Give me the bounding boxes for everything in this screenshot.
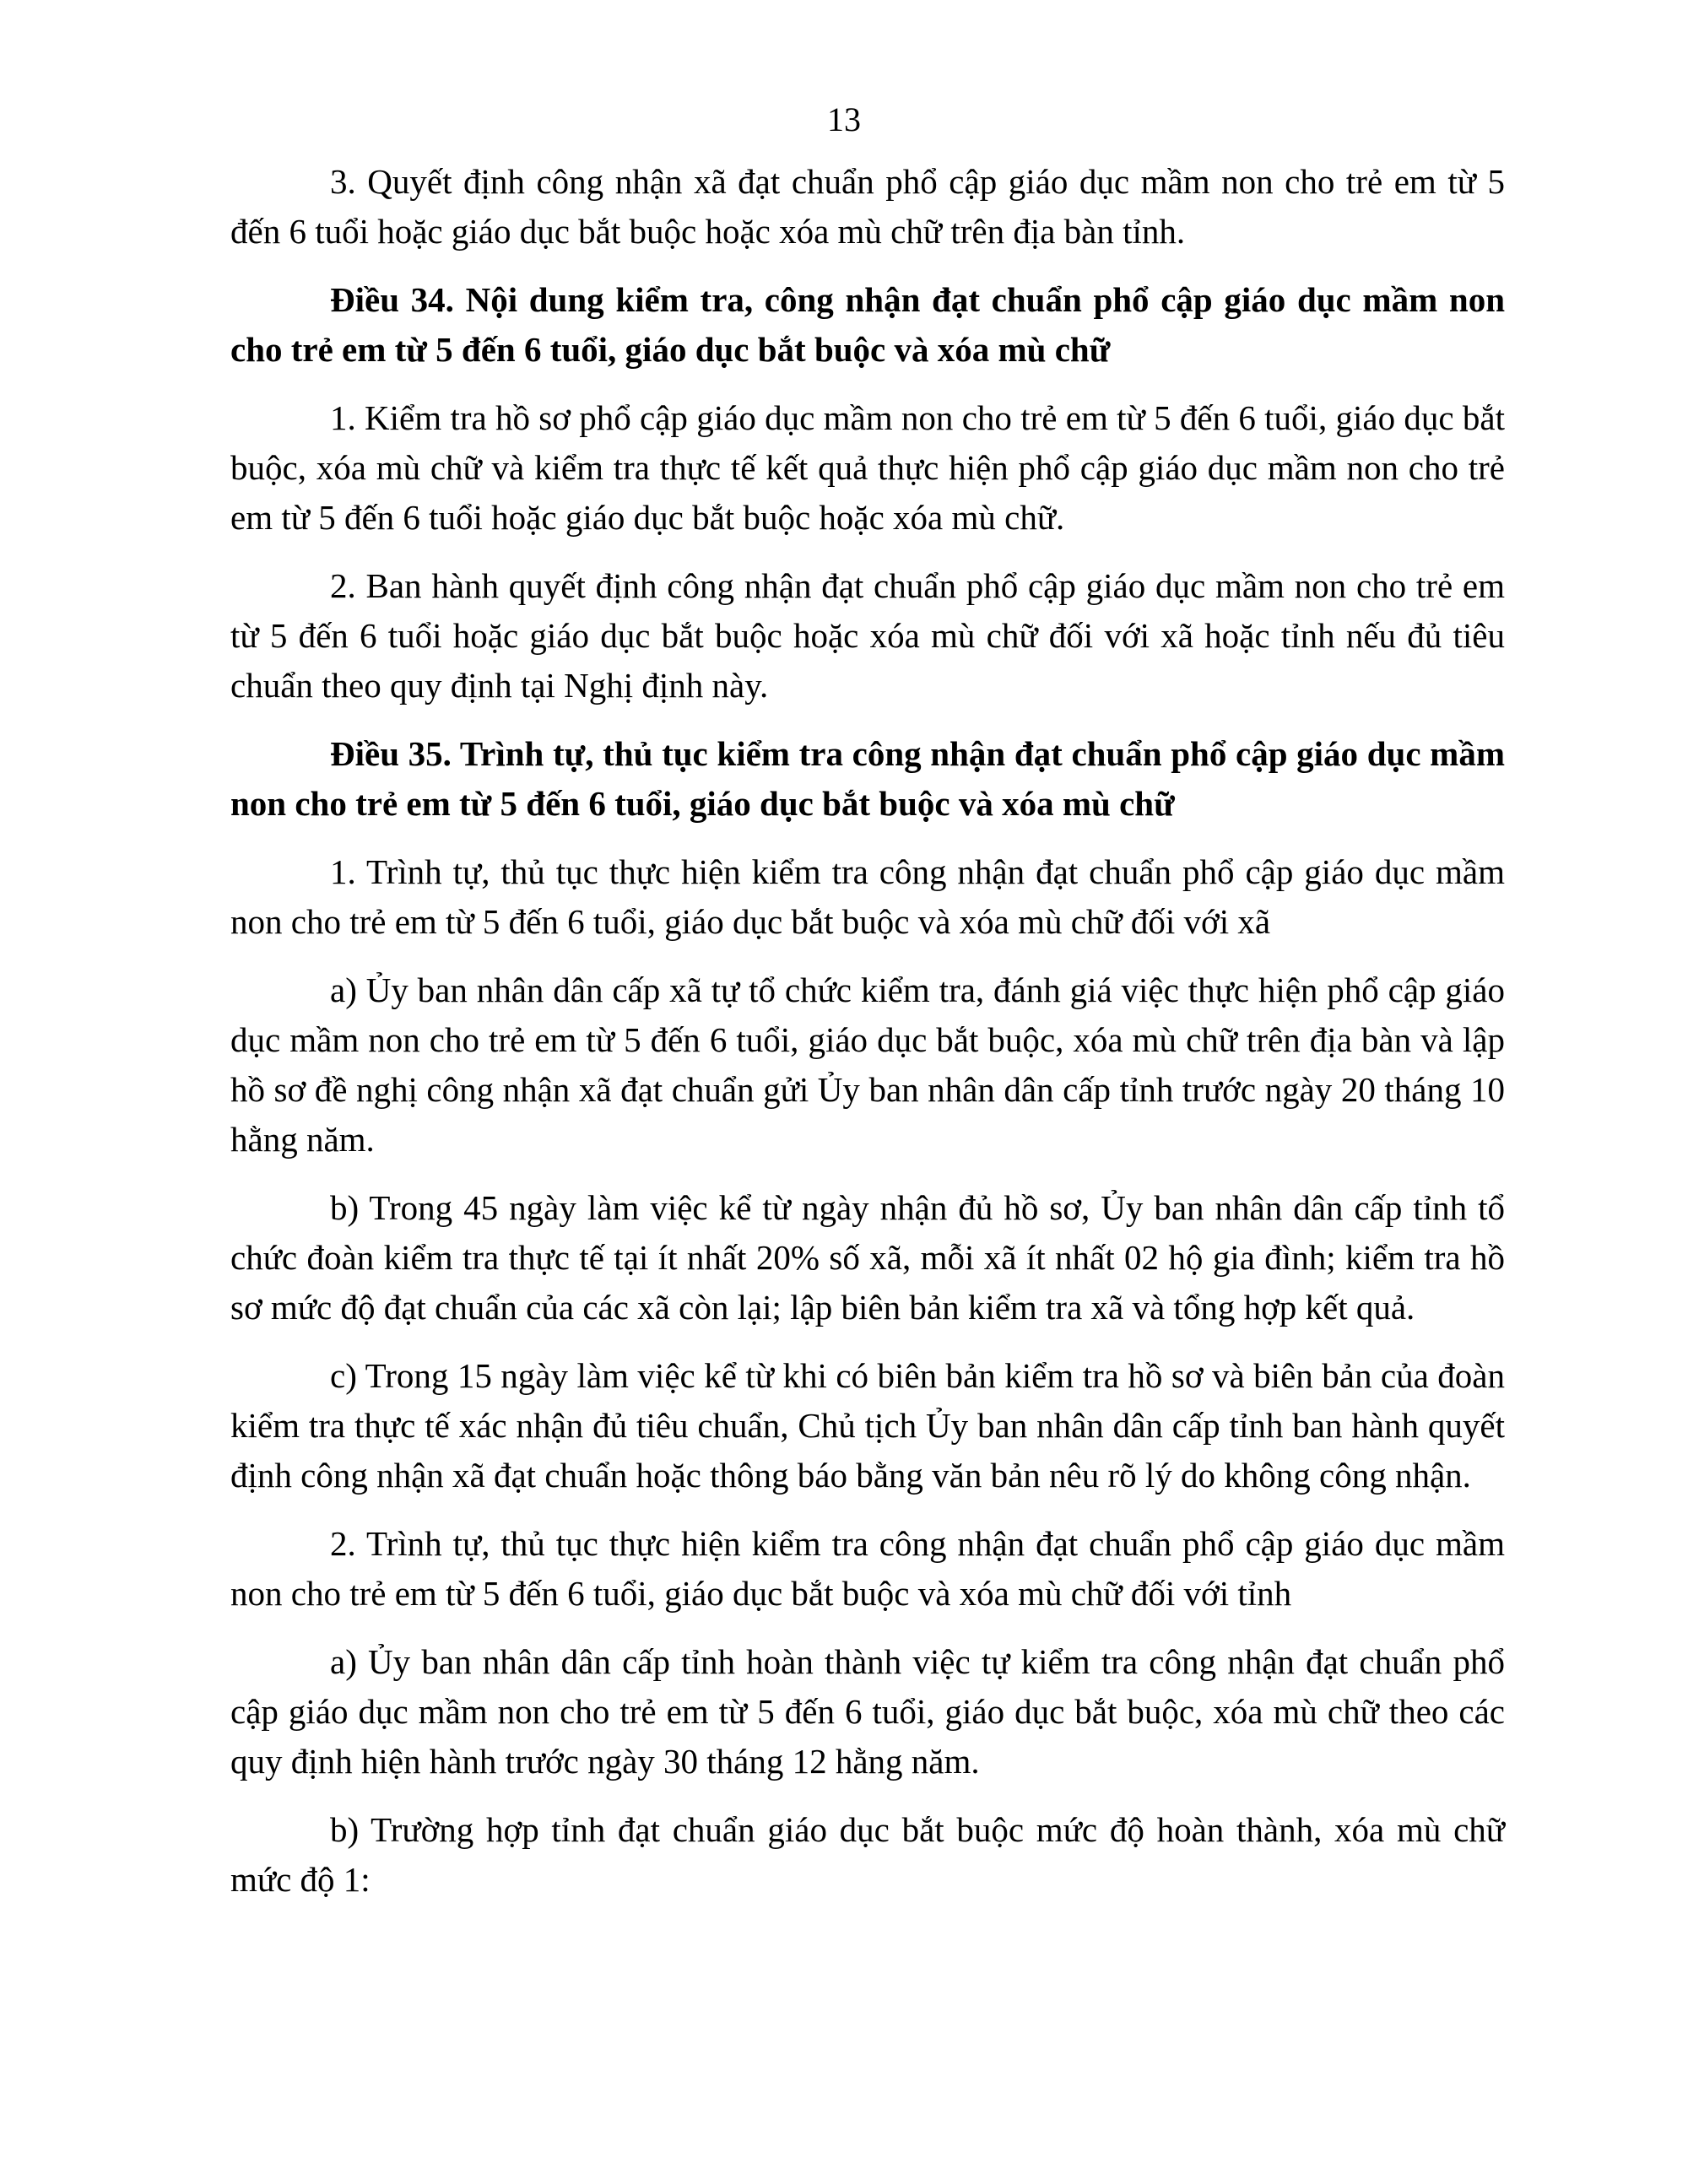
document-body <box>230 157 1505 1923</box>
article-34-clause-2: 2. Ban hành quyết định công nhận đạt chuẩn phổ cập giáo dục mầm non cho trẻ em từ 5 đến 6 tuổi hoặc giáo dục bắt buộc hoặc xóa mù chữ đối với xã hoặc tỉnh nếu đủ tiêu chuẩn theo quy định tại Nghị định này. <box>230 566 1505 705</box>
article-34-clause-1: 1. Kiểm tra hồ sơ phổ cập giáo dục mầm non cho trẻ em từ 5 đến 6 tuổi, giáo dục bắt buộc, xóa mù chữ và kiểm tra thực tế kết quả thực hiện phổ cập giáo dục mầm non cho trẻ em từ 5 đến 6 tuổi hoặc giáo dục bắt buộc hoặc xóa mù chữ. <box>230 398 1505 537</box>
article-35-heading: Điều 35. Trình tự, thủ tục kiểm tra công nhận đạt chuẩn phổ cập giáo dục mầm non cho trẻ em từ 5 đến 6 tuổi, giáo dục bắt buộc và xóa mù chữ <box>230 734 1505 823</box>
article-35-clause-1-point-c: c) Trong 15 ngày làm việc kể từ khi có biên bản kiểm tra hồ sơ và biên bản của đoàn kiểm tra thực tế xác nhận đủ tiêu chuẩn, Chủ tịch Ủy ban nhân dân cấp tỉnh ban hành quyết định công nhận xã đạt chuẩn hoặc thông báo bằng văn bản nêu rõ lý do không công nhận. <box>230 1356 1505 1495</box>
article-35-clause-1-point-b: b) Trong 45 ngày làm việc kể từ ngày nhận đủ hồ sơ, Ủy ban nhân dân cấp tỉnh tổ chức đoàn kiểm tra thực tế tại ít nhất 20% số xã, mỗi xã ít nhất 02 hộ gia đình; kiểm tra hồ sơ mức độ đạt chuẩn của các xã còn lại; lập biên bản kiểm tra xã và tổng hợp kết quả. <box>230 1188 1505 1327</box>
article-35-clause-2: 2. Trình tự, thủ tục thực hiện kiểm tra công nhận đạt chuẩn phổ cập giáo dục mầm non cho trẻ em từ 5 đến 6 tuổi, giáo dục bắt buộc và xóa mù chữ đối với tỉnh <box>230 1524 1505 1613</box>
article-34-heading: Điều 34. Nội dung kiểm tra, công nhận đạt chuẩn phổ cập giáo dục mầm non cho trẻ em từ 5 đến 6 tuổi, giáo dục bắt buộc và xóa mù chữ <box>230 280 1505 369</box>
article-35-clause-1: 1. Trình tự, thủ tục thực hiện kiểm tra công nhận đạt chuẩn phổ cập giáo dục mầm non cho trẻ em từ 5 đến 6 tuổi, giáo dục bắt buộc và xóa mù chữ đối với xã <box>230 852 1505 941</box>
page-number: 13 <box>827 100 861 138</box>
article-35-clause-1-point-a: a) Ủy ban nhân dân cấp xã tự tổ chức kiểm tra, đánh giá việc thực hiện phổ cập giáo dục mầm non cho trẻ em từ 5 đến 6 tuổi, giáo dục bắt buộc, xóa mù chữ trên địa bàn và lập hồ sơ đề nghị công nhận xã đạt chuẩn gửi Ủy ban nhân dân cấp tỉnh trước ngày 20 tháng 10 hằng năm. <box>230 970 1505 1159</box>
clause-3-decision: 3. Quyết định công nhận xã đạt chuẩn phổ cập giáo dục mầm non cho trẻ em từ 5 đến 6 tuổi hoặc giáo dục bắt buộc hoặc xóa mù chữ trên địa bàn tỉnh. <box>230 162 1505 251</box>
article-35-clause-2-point-b: b) Trường hợp tỉnh đạt chuẩn giáo dục bắt buộc mức độ hoàn thành, xóa mù chữ mức độ 1: <box>230 1810 1505 1899</box>
article-35-clause-2-point-a: a) Ủy ban nhân dân cấp tỉnh hoàn thành việc tự kiểm tra công nhận đạt chuẩn phổ cập giáo dục mầm non cho trẻ em từ 5 đến 6 tuổi, giáo dục bắt buộc, xóa mù chữ theo các quy định hiện hành trước ngày 30 tháng 12 hằng năm. <box>230 1642 1505 1781</box>
